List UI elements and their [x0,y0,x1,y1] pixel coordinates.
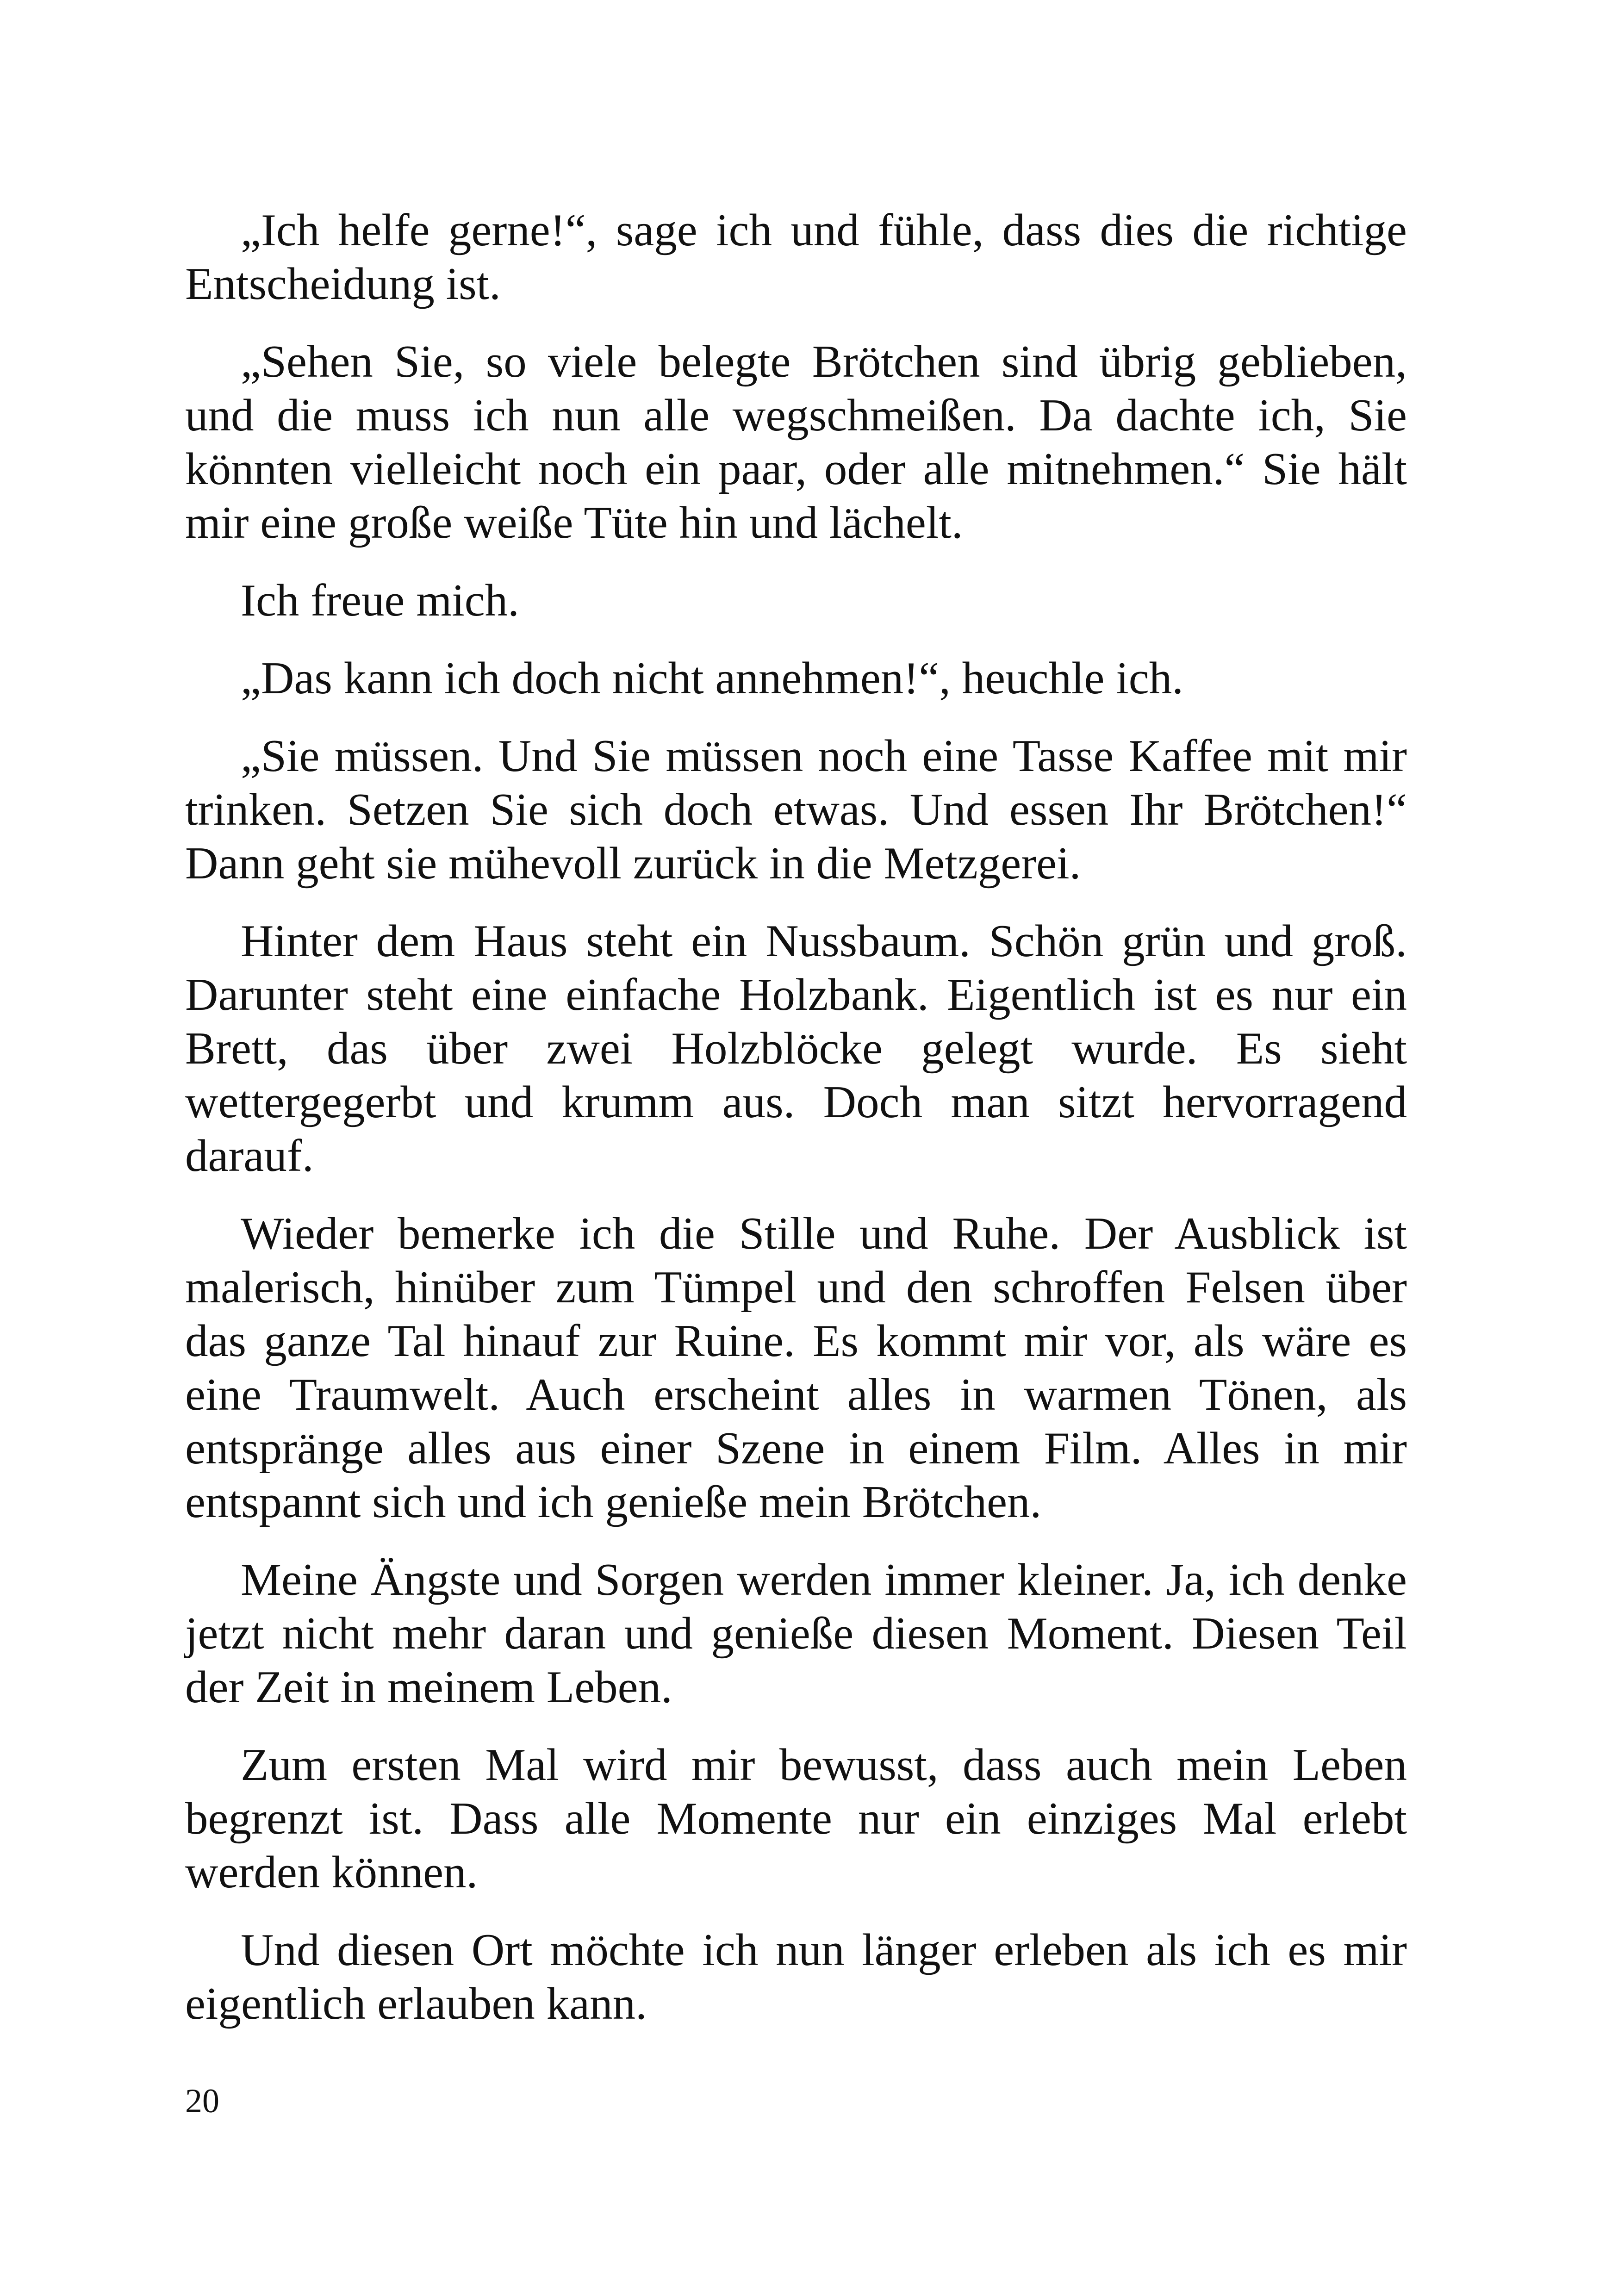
paragraph-1: „Ich helfe gerne!“, sage ich und fühle, dass dies die richtige Entscheidung ist. [185,205,1407,309]
paragraph-4: „Das kann ich doch nicht annehmen!“, heuchle ich. [241,653,1183,703]
paragraph-9: Zum ersten Mal wird mir bewusst, dass auch mein Leben begrenzt ist. Dass alle Momente nur ein einziges Mal erlebt werden können. [185,1740,1407,1898]
paragraph-2: „Sehen Sie, so viele belegte Brötchen sind übrig geblieben, und die muss ich nun alle wegschmeißen. Da dachte ich, Sie könnten vielleicht noch ein paar, oder alle mitnehmen.“ Sie hält mir eine große weiße Tüte hin und lächelt. [185,336,1407,548]
paragraph-8: Meine Ängste und Sorgen werden immer kleiner. Ja, ich denke jetzt nicht mehr daran und genieße diesen Moment. Diesen Teil der Zeit in meinem Leben. [185,1555,1407,1712]
paragraph-10: Und diesen Ort möchte ich nun länger erleben als ich es mir eigentlich erlauben kann. [185,1925,1407,2029]
paragraph-6: Hinter dem Haus steht ein Nussbaum. Schön grün und groß. Darunter steht eine einfache Holzbank. Eigentlich ist es nur ein Brett, das über zwei Holzblöcke gelegt wurde. Es sieht wettergegerbt und krumm aus. Doch man sitzt hervorragend darauf. [185,916,1407,1181]
page-number: 20 [185,2082,219,2120]
paragraph-7: Wieder bemerke ich die Stille und Ruhe. Der Ausblick ist malerisch, hinüber zum Tümpel und den schroffen Felsen über das ganze Tal hinauf zur Ruine. Es kommt mir vor, als wäre es eine Traumwelt. Auch erscheint alles in warmen Tönen, als entspränge alles aus einer Szene in einem Film. Alles in mir entspannt sich und ich genieße mein Brötchen. [185,1208,1407,1527]
body-text [185,204,1407,2055]
paragraph-5: „Sie müssen. Und Sie müssen noch eine Tasse Kaffee mit mir trinken. Setzen Sie sich doch etwas. Und essen Ihr Brötchen!“ Dann geht sie mühevoll zurück in die Metzgerei. [185,731,1407,889]
paragraph-3: Ich freue mich. [241,575,519,626]
